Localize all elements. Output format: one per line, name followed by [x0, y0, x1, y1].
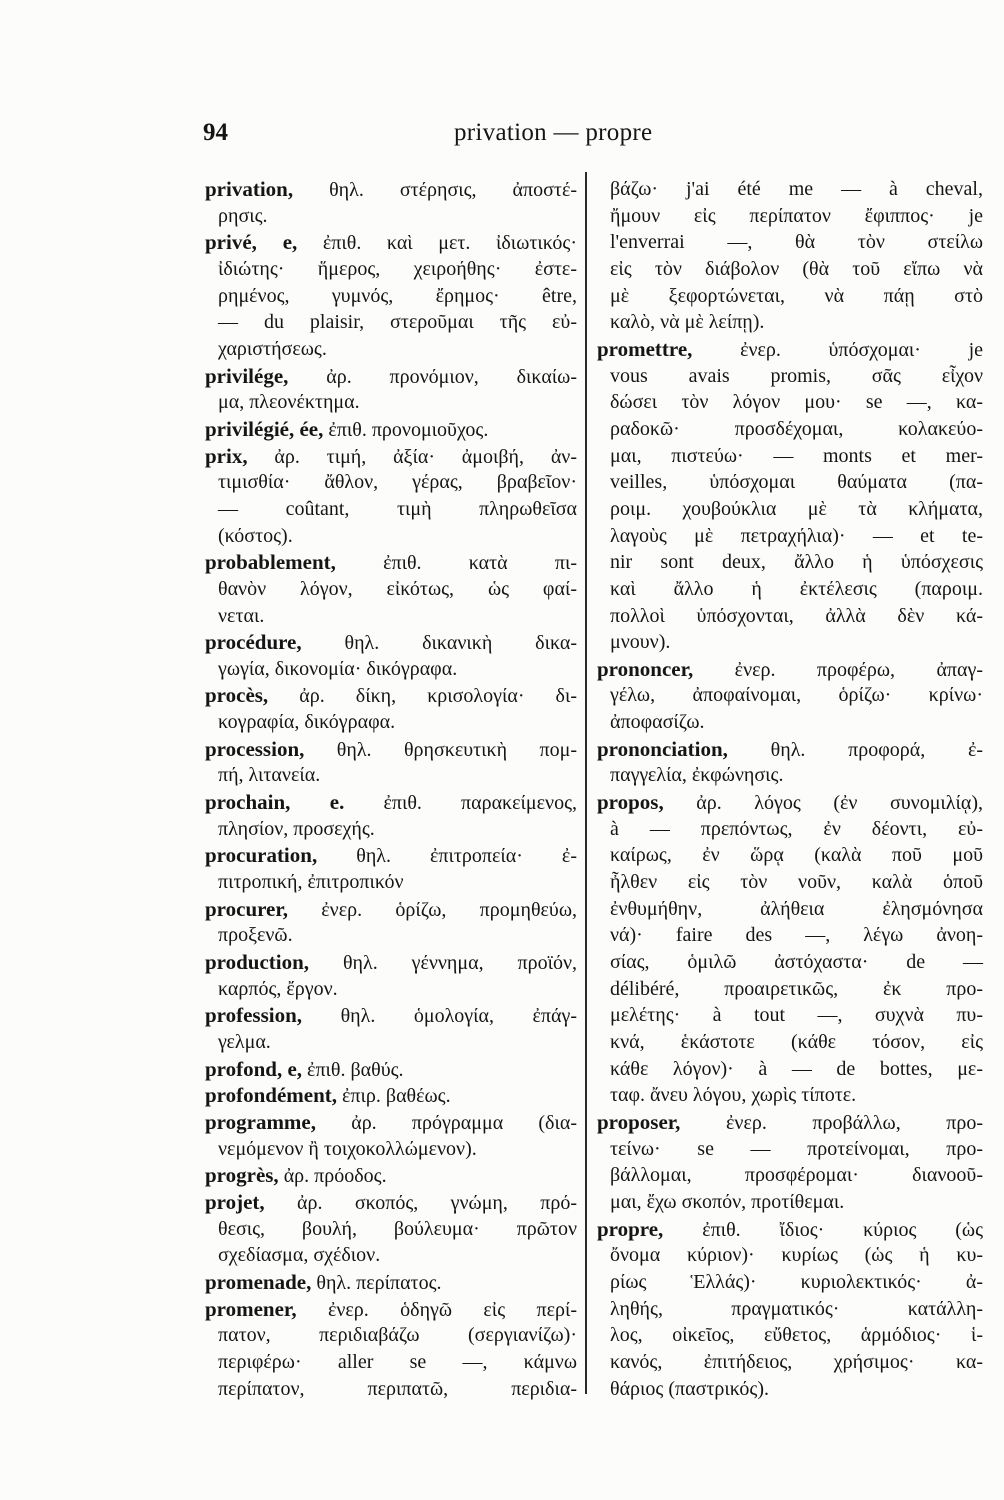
- entry-text: ἐνθυμήθην, ἀλήθεια ἐλησμόνησα: [610, 897, 983, 920]
- headword: profession,: [205, 1003, 303, 1028]
- headword: procès,: [205, 683, 269, 708]
- dictionary-entry: [205, 363, 577, 416]
- entry-line: [610, 1082, 983, 1109]
- entry-line: [610, 496, 983, 523]
- dictionary-entry: [205, 416, 577, 443]
- entry-line: [218, 336, 577, 363]
- entry-line: [205, 549, 577, 576]
- entry-line: [205, 229, 577, 256]
- entry-text: μελέτης· à tout —, συχνὰ πυ-: [610, 1004, 983, 1027]
- entry-text: καίρως, ἐν ὥρᾳ (καλὰ ποῦ μοῦ: [610, 844, 983, 867]
- entry-text: νεμόμενον ἢ τοιχοκολλώμενον).: [218, 1137, 477, 1160]
- entry-text: θηλ. ἐπιτροπεία· ἐ-: [356, 845, 577, 868]
- entry-line: [597, 656, 983, 683]
- entry-line: [610, 629, 983, 656]
- entry-line: [218, 1322, 577, 1349]
- entry-text: ἤμουν εἰς περίπατον ἔφιππος· je: [610, 204, 983, 227]
- entry-text: τιμισθία· ἄθλον, γέρας, βραβεῖον·: [218, 471, 577, 494]
- dictionary-entry: [205, 949, 577, 1002]
- entry-text: θηλ. γέννημα, προϊόν,: [342, 952, 577, 975]
- entry-line: [610, 443, 983, 470]
- entry-text: καρπός, ἔργον.: [218, 977, 338, 1000]
- dictionary-entry: [597, 1109, 983, 1216]
- entry-line: [610, 1136, 983, 1163]
- entry-text: μνουν).: [610, 631, 671, 654]
- entry-line: [205, 1056, 577, 1083]
- entry-line: [610, 1189, 983, 1216]
- entry-line: [610, 603, 983, 630]
- headword: procurer,: [205, 896, 289, 921]
- headword: propos,: [597, 790, 664, 815]
- entry-text: ρίως Ἑλλάς)· κυριολεκτικός· ἀ-: [610, 1270, 983, 1293]
- entry-text: μαι, πιστεύω· — monts et mer-: [610, 444, 983, 467]
- entry-text: ἀρ. τιμή, ἀξία· ἀμοιβή, ἀν-: [274, 445, 578, 468]
- entry-line: [205, 1109, 577, 1136]
- entry-text: θηλ. θρησκευτικὴ πομ-: [336, 738, 577, 761]
- dictionary-entry: [205, 682, 577, 735]
- left-column: [205, 176, 577, 1402]
- entry-text: θεσις, βουλή, βούλευμα· πρῶτον: [218, 1217, 577, 1240]
- entry-line: [610, 922, 983, 949]
- headword: profond, e,: [205, 1056, 303, 1081]
- dictionary-entry: [205, 1296, 577, 1403]
- entry-text: θηλ. ὁμολογία, ἐπάγ-: [340, 1005, 578, 1028]
- headword: progrès,: [205, 1163, 279, 1188]
- entry-text: ραδοκῶ· προσδέχομαι, κολακεύο-: [610, 417, 983, 440]
- entry-line: [610, 389, 983, 416]
- entry-text: ταφ. ἄνευ λόγου, χωρὶς τίποτε.: [610, 1084, 857, 1107]
- dictionary-entry: [205, 1002, 577, 1055]
- entry-line: [610, 229, 983, 256]
- dictionary-entry: [597, 336, 983, 656]
- entry-line: [610, 416, 983, 443]
- entry-text: ἐνερ. ὁδηγῶ εἰς περί-: [327, 1298, 577, 1321]
- entry-line: [218, 1349, 577, 1376]
- entry-line: [218, 922, 577, 949]
- entry-line: [205, 1269, 577, 1296]
- entry-text: νεται.: [218, 604, 265, 627]
- entry-text: λαγοὺς μὲ πετραχήλια)· — et te-: [610, 524, 983, 547]
- entry-line: [218, 256, 577, 283]
- entry-text: χαριστήσεως.: [218, 337, 327, 360]
- entry-line: [218, 469, 577, 496]
- entry-text: ἐπιθ. βαθύς.: [307, 1058, 404, 1081]
- entry-text: ἐνερ. προβάλλω, προ-: [726, 1111, 984, 1134]
- entry-text: γωγία, δικονομία· δικόγραφα.: [218, 657, 458, 680]
- entry-text: γελμα.: [218, 1031, 271, 1053]
- entry-text: ἰδιώτης· ἥμερος, χειροήθης· ἐστε-: [218, 257, 577, 280]
- headword: prononciation,: [597, 736, 728, 761]
- headword: promener,: [205, 1296, 297, 1321]
- dictionary-entry: [597, 1216, 983, 1403]
- headword: profondément,: [205, 1083, 338, 1108]
- entry-text: à — πρεπόντως, ἐν δέοντι, εὐ-: [610, 817, 983, 840]
- entry-line: [610, 1376, 983, 1403]
- entry-line: [610, 523, 983, 550]
- headword: production,: [205, 950, 310, 975]
- entry-text: ἀρ. πρόοδος.: [283, 1165, 387, 1188]
- entry-text: ἀρ. δίκη, κρισολογία· δι-: [299, 685, 578, 708]
- entry-text: θηλ. προφορά, ἐ-: [770, 738, 984, 761]
- entry-line: [610, 1322, 983, 1349]
- dictionary-entry: [205, 896, 577, 949]
- entry-text: ἐνερ. ὑπόσχομαι· je: [740, 338, 984, 361]
- entry-text: εἰς τὸν διάβολον (θὰ τοῦ εἴπω νὰ: [610, 257, 983, 280]
- entry-text: θηλ. στέρησις, ἀποστέ-: [329, 179, 578, 201]
- entry-line: [205, 176, 577, 203]
- entry-text: περίπατον, περιπατῶ, περιδια-: [218, 1377, 577, 1400]
- entry-line: [205, 363, 577, 390]
- dictionary-entry: [205, 1082, 577, 1109]
- entry-text: ἐπιθ. καὶ μετ. ἰδιωτικός·: [322, 232, 577, 255]
- dictionary-entry: [205, 1189, 577, 1269]
- entry-line: [610, 176, 983, 203]
- headword: propre,: [597, 1216, 664, 1241]
- entry-text: ἐνερ. προφέρω, ἀπαγ-: [734, 658, 984, 681]
- entry-text: ἀποφασίζω.: [610, 711, 705, 734]
- dictionary-entry: [205, 176, 577, 229]
- dictionary-entry: [205, 1162, 577, 1189]
- entry-line: [218, 816, 577, 843]
- headword: probablement,: [205, 550, 336, 575]
- entry-line: [610, 469, 983, 496]
- entry-text: καλὸ, νὰ μὲ λείπῃ).: [610, 311, 765, 334]
- page-number: 94: [203, 119, 228, 146]
- entry-text: μαι, ἔχω σκοπόν, προτίθεμαι.: [610, 1190, 845, 1213]
- entry-text: ἦλθεν εἰς τὸν νοῦν, καλὰ ὁποῦ: [610, 871, 983, 894]
- dictionary-entry: [205, 789, 577, 842]
- entry-text: (κόστος).: [218, 524, 293, 547]
- entry-line: [610, 309, 983, 336]
- dictionary-entry: [205, 842, 577, 895]
- entry-line: [610, 816, 983, 843]
- entry-line: [610, 842, 983, 869]
- entry-line: [597, 1109, 983, 1136]
- headword: privilégié, ée,: [205, 416, 324, 441]
- entry-line: [610, 896, 983, 923]
- entry-line: [218, 1136, 577, 1163]
- entry-text: ἐπιθ. προνομιοῦχος.: [328, 418, 489, 441]
- entry-line: [205, 736, 577, 763]
- entry-text: l'enverrai —, θὰ τὸν στείλω: [610, 231, 983, 254]
- entry-text: θανὸν λόγον, εἰκότως, ὡς φαί-: [218, 577, 577, 600]
- entry-text: δώσει τὸν λόγον μου· se —, κα-: [610, 391, 983, 414]
- entry-line: [610, 1296, 983, 1323]
- column-divider: [585, 172, 587, 1394]
- entry-line: [218, 976, 577, 1003]
- entry-line: [610, 869, 983, 896]
- headword: procuration,: [205, 843, 318, 868]
- dictionary-entry: [597, 736, 983, 789]
- entry-text: κογραφία, δικόγραφα.: [218, 711, 396, 734]
- dictionary-entry: [205, 443, 577, 550]
- entry-line: [597, 736, 983, 763]
- entry-text: πλησίον, προσεχής.: [218, 817, 375, 840]
- entry-text: ἐπιρ. βαθέως.: [342, 1085, 451, 1108]
- entry-line: [597, 1216, 983, 1243]
- headword: procession,: [205, 736, 305, 761]
- entry-text: περιφέρω· aller se —, κάμνω: [218, 1350, 577, 1373]
- entry-line: [597, 336, 983, 363]
- entry-text: μα, πλεονέκτημα.: [218, 391, 360, 414]
- headword: promettre,: [597, 336, 693, 361]
- entry-text: τείνω· se — προτείνομαι, προ-: [610, 1137, 983, 1160]
- entry-text: κανός, ἐπιτήδειος, χρήσιμος· κα-: [610, 1350, 983, 1373]
- dictionary-entry: [205, 1269, 577, 1296]
- dictionary-entry: [205, 736, 577, 789]
- dictionary-entry: [205, 629, 577, 682]
- entry-text: πιτροπική, ἐπιτροπικόν: [218, 871, 404, 894]
- entry-line: [218, 523, 577, 550]
- entry-line: [610, 976, 983, 1003]
- entry-line: [205, 1162, 577, 1189]
- entry-text: ὄνομα κύριον)· κυρίως (ὡς ἡ κυ-: [610, 1244, 983, 1267]
- entry-line: [218, 1029, 577, 1056]
- entry-line: [218, 389, 577, 416]
- entry-text: καὶ ἄλλο ἡ ἐκτέλεσις (παροιμ.: [610, 577, 983, 600]
- headword: procédure,: [205, 630, 302, 655]
- entry-text: ἐπιθ. ἴδιος· κύριος (ὡς: [702, 1218, 984, 1241]
- entry-line: [597, 789, 983, 816]
- headword: proposer,: [597, 1109, 681, 1134]
- entry-line: [205, 789, 577, 816]
- entry-line: [205, 443, 577, 470]
- entry-line: [218, 1376, 577, 1403]
- entry-text: σίας, ὁμιλῶ ἀστόχαστα· de —: [610, 951, 983, 974]
- entry-line: [218, 709, 577, 736]
- headword: privation,: [205, 177, 294, 201]
- entry-text: ἀρ. πρόγραμμα (δια-: [351, 1111, 577, 1134]
- entry-line: [610, 576, 983, 603]
- entry-text: ληθής, πραγματικός· κατάλλη-: [610, 1297, 983, 1320]
- dictionary-entry: [205, 229, 577, 362]
- entry-line: [218, 762, 577, 789]
- entry-line: [610, 709, 983, 736]
- entry-line: [610, 283, 983, 310]
- dictionary-entry: [205, 1056, 577, 1083]
- headword: promenade,: [205, 1269, 312, 1294]
- dictionary-entry: [205, 549, 577, 629]
- entry-text: πή, λιτανεία.: [218, 764, 321, 787]
- entry-text: ἐνερ. ὁρίζω, προμηθεύω,: [321, 898, 577, 921]
- headword: projet,: [205, 1189, 265, 1214]
- entry-text: — du plaisir, στεροῦμαι τῆς εὐ-: [218, 311, 577, 334]
- entry-line: [218, 1242, 577, 1269]
- entry-text: βάζω· j'ai été me — à cheval,: [610, 178, 983, 200]
- entry-text: ρησις.: [218, 204, 268, 227]
- entry-line: [218, 309, 577, 336]
- dictionary-entry: [597, 656, 983, 736]
- entry-line: [610, 1269, 983, 1296]
- entry-text: γέλω, ἀποφαίνομαι, ὁρίζω· κρίνω·: [610, 684, 983, 707]
- headword: prochain, e.: [205, 790, 345, 815]
- entry-line: [205, 1082, 577, 1109]
- entry-text: πατον, περιδιαβάζω (σεργιανίζω)·: [218, 1324, 577, 1347]
- entry-line: [205, 1189, 577, 1216]
- entry-line: [205, 416, 577, 443]
- entry-line: [610, 363, 983, 390]
- running-head: privation — propre: [454, 119, 653, 146]
- entry-text: ρημένος, γυμνός, ἔρημος· être,: [218, 284, 577, 307]
- entry-line: [610, 256, 983, 283]
- entry-text: ροιμ. χουβούκλια μὲ τὰ κλήματα,: [610, 497, 983, 520]
- entry-line: [218, 603, 577, 630]
- entry-line: [610, 1349, 983, 1376]
- entry-text: κνά, ἑκάστοτε (κάθε τόσον, εἰς: [610, 1031, 983, 1053]
- entry-line: [205, 1296, 577, 1323]
- entry-text: délibéré, προαιρετικῶς, ἐκ προ-: [610, 977, 983, 1000]
- right-column: [597, 176, 983, 1402]
- entry-line: [205, 682, 577, 709]
- dictionary-entry: [597, 789, 983, 1109]
- entry-line: [218, 656, 577, 683]
- entry-line: [610, 549, 983, 576]
- entry-text: — coûtant, τιμὴ πληρωθεῖσα: [218, 497, 577, 520]
- entry-text: κάθε λόγον)· à — de bottes, με-: [610, 1057, 983, 1080]
- entry-line: [205, 1002, 577, 1029]
- entry-line: [218, 1216, 577, 1243]
- entry-line: [610, 1029, 983, 1056]
- entry-line: [205, 896, 577, 923]
- entry-text: λος, οἰκεῖος, εὔθετος, ἁρμόδιος· ἱ-: [610, 1324, 983, 1347]
- headword: prononcer,: [597, 656, 694, 681]
- headword: privilége,: [205, 363, 289, 388]
- entry-text: μὲ ξεφορτώνεται, νὰ πάῃ στὸ: [610, 284, 983, 307]
- headword: programme,: [205, 1109, 316, 1134]
- entry-line: [218, 496, 577, 523]
- entry-text: ἀρ. προνόμιον, δικαίω-: [326, 365, 577, 388]
- entry-text: προξενῶ.: [218, 924, 293, 947]
- entry-line: [610, 1242, 983, 1269]
- entry-line: [218, 576, 577, 603]
- dictionary-entry: [205, 1109, 577, 1162]
- entry-text: veilles, ὑπόσχομαι θαύματα (πα-: [610, 471, 983, 494]
- entry-text: ἐπιθ. κατὰ πι-: [383, 552, 578, 575]
- entry-line: [610, 1162, 983, 1189]
- entry-line: [218, 203, 577, 230]
- headword: privé, e,: [205, 230, 298, 255]
- entry-text: ἐπιθ. παρακείμενος,: [383, 792, 578, 815]
- entry-text: παγγελία, ἐκφώνησις.: [610, 764, 784, 787]
- dictionary-entry: [597, 176, 983, 336]
- entry-line: [610, 682, 983, 709]
- entry-text: νά)· faire des —, λέγω ἀνοη-: [610, 924, 983, 947]
- entry-line: [218, 869, 577, 896]
- entry-line: [610, 1056, 983, 1083]
- entry-line: [205, 629, 577, 656]
- entry-line: [218, 283, 577, 310]
- entry-text: θηλ. περίπατος.: [316, 1271, 442, 1294]
- entry-line: [205, 842, 577, 869]
- entry-line: [610, 203, 983, 230]
- entry-text: βάλλομαι, προσφέρομαι· διανοοῦ-: [610, 1164, 983, 1187]
- entry-text: θάριος (παστρικός).: [610, 1377, 769, 1400]
- entry-text: ἀρ. σκοπός, γνώμη, πρό-: [297, 1191, 577, 1214]
- entry-text: θηλ. δικανικὴ δικα-: [344, 632, 577, 655]
- entry-line: [610, 762, 983, 789]
- headword: prix,: [205, 443, 248, 468]
- entry-line: [205, 949, 577, 976]
- entry-text: vous avais promis, σᾶς εἶχον: [610, 364, 983, 387]
- entry-text: σχεδίασμα, σχέδιον.: [218, 1244, 381, 1267]
- entry-line: [610, 949, 983, 976]
- entry-text: nir sont deux, ἄλλο ἡ ὑπόσχεσις: [610, 551, 983, 574]
- entry-line: [610, 1002, 983, 1029]
- entry-text: ἀρ. λόγος (ἐν συνομιλίᾳ),: [696, 792, 984, 815]
- entry-text: πολλοὶ ὑπόσχονται, ἀλλὰ δὲν κά-: [610, 604, 983, 627]
